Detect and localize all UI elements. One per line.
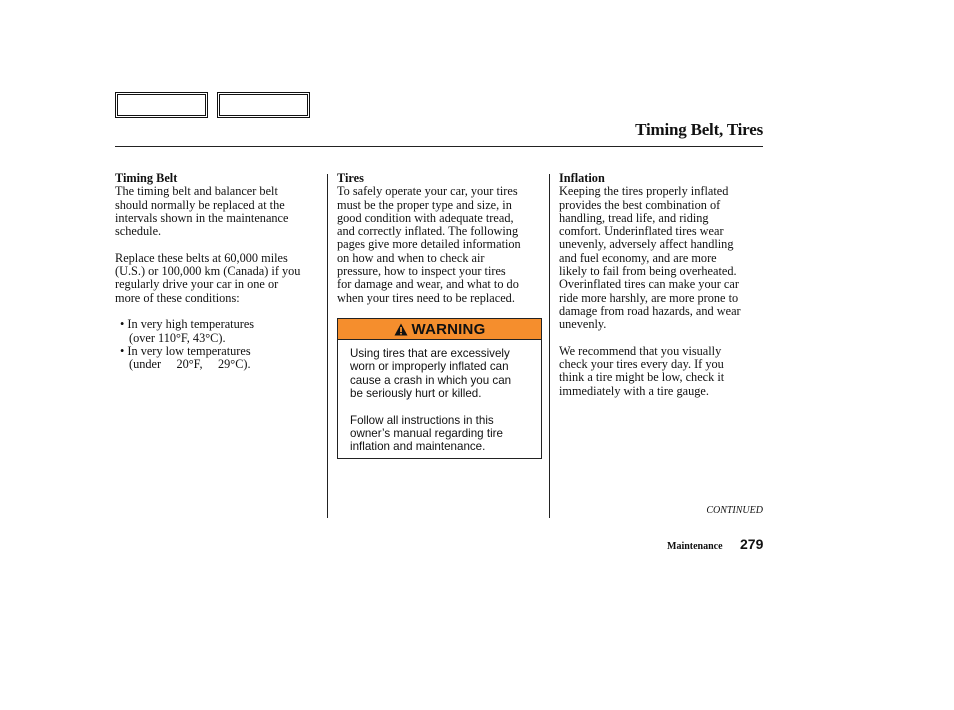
text-line: To safely operate your car, your tires [337, 184, 518, 199]
text-line: provides the best combination of [559, 197, 721, 212]
list-item [115, 345, 322, 372]
bullet-text: • In very high temperatures [120, 317, 255, 332]
text-line: The timing belt and balancer belt [115, 184, 278, 199]
text-line: cause a crash in which you can [350, 373, 512, 387]
text-line: regularly drive your car in one or [115, 277, 279, 292]
text-line: owner’s manual regarding tire [350, 427, 503, 441]
inflation-paragraph-1 [559, 185, 765, 331]
bullet-subtext: (under 20°F, 29°C). [129, 357, 251, 372]
text-line: more of these conditions: [115, 290, 240, 305]
text-line: check your tires every day. If you [559, 357, 724, 372]
text-line: We recommend that you visually [559, 343, 722, 358]
warning-paragraph-1 [350, 347, 541, 401]
bullet-subtext: (over 110°F, 43°C). [129, 330, 226, 345]
text-line: comfort. Underinflated tires wear [559, 224, 724, 239]
text-line: schedule. [115, 224, 162, 239]
text-line: Replace these belts at 60,000 miles [115, 250, 288, 265]
bullet-text: • In very low temperatures [120, 343, 251, 358]
text-line: (U.S.) or 100,000 km (Canada) if you [115, 264, 301, 279]
text-line: immediately with a tire gauge. [559, 383, 709, 398]
text-line: Keeping the tires properly inflated [559, 184, 729, 199]
text-line: must be the proper type and size, in [337, 197, 512, 212]
continued-label: CONTINUED [706, 505, 763, 516]
text-line: think a tire might be low, check it [559, 370, 725, 385]
text-line: for damage and wear, and what to do [337, 277, 519, 292]
text-line: unevenly, adversely affect handling [559, 237, 734, 252]
text-line: ride more harshly, are more prone to [559, 290, 739, 305]
text-line: and correctly inflated. The following [337, 224, 519, 239]
tires-heading: Tires [337, 171, 364, 185]
text-line: good condition with adequate tread, [337, 210, 514, 225]
tires-paragraph [337, 185, 543, 305]
warning-title: WARNING [411, 320, 486, 338]
timing-belt-heading: Timing Belt [115, 171, 178, 185]
column-divider-1 [327, 174, 328, 518]
text-line: and fuel economy, and are more [559, 250, 717, 265]
timing-belt-paragraph-2 [115, 252, 322, 305]
footer-section-name: Maintenance [667, 541, 723, 552]
column-divider-2 [549, 174, 550, 518]
warning-header [338, 319, 541, 340]
text-line: when your tires need to be replaced. [337, 290, 515, 305]
text-line: intervals shown in the maintenance [115, 210, 289, 225]
text-line: Using tires that are excessively [350, 347, 510, 360]
text-line: should normally be replaced at the [115, 197, 285, 212]
text-line: unevenly. [559, 317, 607, 332]
nav-tab-1[interactable] [115, 92, 208, 118]
text-line: damage from road hazards, and wear [559, 303, 741, 318]
page-number: 279 [740, 536, 764, 552]
inflation-section [559, 172, 765, 398]
text-line: inflation and maintenance. [350, 440, 486, 454]
warning-box [337, 318, 542, 459]
timing-belt-section [115, 172, 322, 371]
text-line: likely to fail from being overheated. [559, 264, 737, 279]
text-line: Follow all instructions in this [350, 413, 494, 427]
list-item [115, 318, 322, 345]
nav-tab-2[interactable] [217, 92, 310, 118]
text-line: be seriously hurt or killed. [350, 387, 482, 401]
tires-section [337, 172, 543, 305]
text-line: pages give more detailed information [337, 237, 521, 252]
page-title: Timing Belt, Tires [635, 120, 763, 139]
text-line: worn or improperly inflated can [350, 360, 509, 374]
text-line: pressure, how to inspect your tires [337, 264, 506, 279]
warning-triangle-icon [394, 323, 408, 336]
condition-list [115, 318, 322, 371]
title-divider [115, 146, 763, 147]
text-line: handling, tread life, and riding [559, 210, 709, 225]
timing-belt-paragraph-1 [115, 185, 322, 238]
text-line: Overinflated tires can make your car [559, 277, 739, 292]
warning-body [338, 340, 541, 454]
inflation-paragraph-2 [559, 345, 765, 398]
warning-paragraph-2 [350, 414, 541, 454]
inflation-heading: Inflation [559, 171, 605, 185]
text-line: on how and when to check air [337, 250, 485, 265]
